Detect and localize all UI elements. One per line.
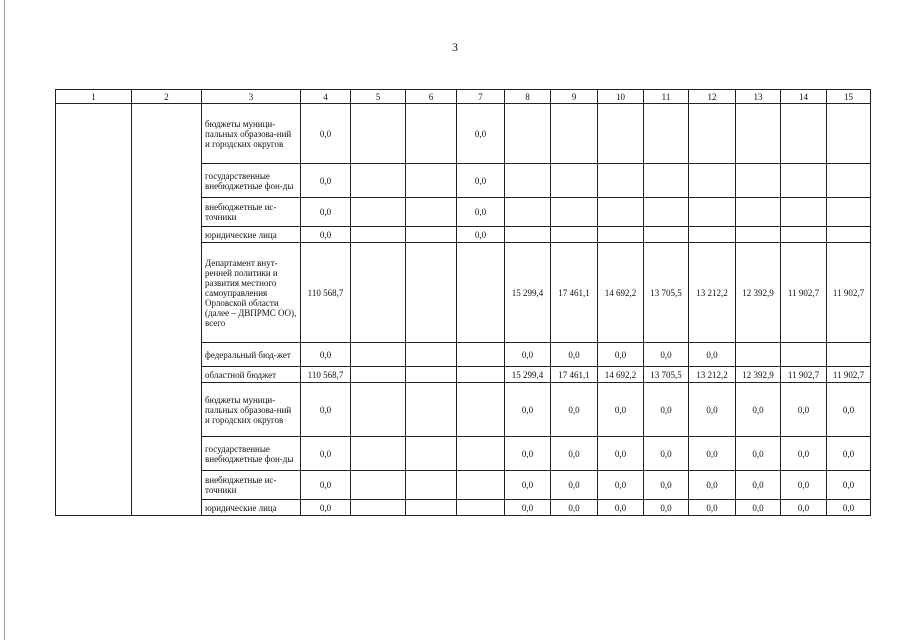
value-cell bbox=[351, 437, 406, 471]
value-cell bbox=[406, 367, 457, 383]
value-cell: 15 299,4 bbox=[505, 243, 551, 343]
column-header: 12 bbox=[689, 90, 736, 104]
column-header: 11 bbox=[644, 90, 689, 104]
value-cell: 0,0 bbox=[457, 104, 505, 164]
value-cell: 17 461,1 bbox=[551, 243, 598, 343]
column-header: 1 bbox=[56, 90, 132, 104]
page-left-edge bbox=[4, 0, 5, 640]
value-cell bbox=[406, 343, 457, 367]
value-cell bbox=[551, 164, 598, 198]
value-cell bbox=[827, 227, 871, 243]
value-cell bbox=[736, 104, 781, 164]
value-cell bbox=[406, 383, 457, 437]
value-cell: 0,0 bbox=[598, 343, 644, 367]
value-cell: 110 568,7 bbox=[301, 367, 351, 383]
funding-source-cell: Департамент внут-ренней политики и развития местного самоуправления Орловской области (далее – ДВПРМС ОО), всего bbox=[202, 243, 301, 343]
value-cell bbox=[351, 383, 406, 437]
column-header: 7 bbox=[457, 90, 505, 104]
value-cell bbox=[827, 104, 871, 164]
value-cell: 17 461,1 bbox=[551, 367, 598, 383]
value-cell: 0,0 bbox=[781, 383, 827, 437]
value-cell: 0,0 bbox=[457, 164, 505, 198]
funding-source-cell: бюджеты муници-пальных образова-ний и городских округов bbox=[202, 383, 301, 437]
value-cell: 0,0 bbox=[505, 343, 551, 367]
funding-source-cell: государственные внебюджетные фон-ды bbox=[202, 164, 301, 198]
column-header: 6 bbox=[406, 90, 457, 104]
funding-source-cell: внебюджетные ис-точники bbox=[202, 198, 301, 227]
value-cell bbox=[551, 198, 598, 227]
value-cell: 0,0 bbox=[301, 383, 351, 437]
value-cell bbox=[351, 343, 406, 367]
value-cell: 11 902,7 bbox=[781, 367, 827, 383]
value-cell bbox=[827, 164, 871, 198]
value-cell bbox=[781, 227, 827, 243]
value-cell bbox=[457, 471, 505, 500]
value-cell: 0,0 bbox=[301, 227, 351, 243]
value-cell: 0,0 bbox=[644, 343, 689, 367]
value-cell: 0,0 bbox=[551, 343, 598, 367]
budget-table bbox=[55, 89, 871, 516]
value-cell bbox=[598, 198, 644, 227]
value-cell bbox=[827, 343, 871, 367]
value-cell: 12 392,9 bbox=[736, 243, 781, 343]
funding-source-cell: областной бюджет bbox=[202, 367, 301, 383]
value-cell: 14 692,2 bbox=[598, 243, 644, 343]
value-cell: 0,0 bbox=[736, 437, 781, 471]
value-cell: 0,0 bbox=[598, 437, 644, 471]
value-cell: 0,0 bbox=[736, 471, 781, 500]
column-header: 8 bbox=[505, 90, 551, 104]
value-cell bbox=[505, 164, 551, 198]
value-cell bbox=[781, 104, 827, 164]
value-cell: 0,0 bbox=[689, 383, 736, 437]
value-cell bbox=[457, 383, 505, 437]
value-cell bbox=[351, 471, 406, 500]
value-cell bbox=[689, 198, 736, 227]
column-header: 14 bbox=[781, 90, 827, 104]
value-cell: 0,0 bbox=[827, 500, 871, 516]
value-cell bbox=[351, 500, 406, 516]
value-cell: 0,0 bbox=[736, 383, 781, 437]
funding-source-cell: федеральный бюд-жет bbox=[202, 343, 301, 367]
value-cell: 0,0 bbox=[301, 500, 351, 516]
value-cell: 12 392,9 bbox=[736, 367, 781, 383]
value-cell: 0,0 bbox=[689, 471, 736, 500]
value-cell bbox=[644, 227, 689, 243]
value-cell: 0,0 bbox=[551, 471, 598, 500]
value-cell bbox=[457, 243, 505, 343]
value-cell bbox=[781, 164, 827, 198]
value-cell bbox=[406, 471, 457, 500]
value-cell bbox=[781, 343, 827, 367]
value-cell: 0,0 bbox=[644, 383, 689, 437]
value-cell: 0,0 bbox=[827, 471, 871, 500]
value-cell bbox=[827, 198, 871, 227]
value-cell bbox=[351, 198, 406, 227]
value-cell: 0,0 bbox=[505, 383, 551, 437]
value-cell: 0,0 bbox=[301, 437, 351, 471]
value-cell: 0,0 bbox=[781, 437, 827, 471]
value-cell: 0,0 bbox=[457, 198, 505, 227]
value-cell bbox=[351, 164, 406, 198]
value-cell: 0,0 bbox=[505, 437, 551, 471]
value-cell: 0,0 bbox=[301, 104, 351, 164]
value-cell: 11 902,7 bbox=[827, 243, 871, 343]
funding-source-cell: юридические лица bbox=[202, 227, 301, 243]
value-cell bbox=[351, 104, 406, 164]
value-cell bbox=[736, 198, 781, 227]
value-cell: 0,0 bbox=[736, 500, 781, 516]
value-cell: 0,0 bbox=[301, 164, 351, 198]
value-cell: 13 705,5 bbox=[644, 243, 689, 343]
funding-source-cell: бюджеты муници-пальных образова-ний и городских округов bbox=[202, 104, 301, 164]
value-cell: 0,0 bbox=[781, 471, 827, 500]
value-cell bbox=[406, 104, 457, 164]
column-header: 13 bbox=[736, 90, 781, 104]
column-header: 3 bbox=[202, 90, 301, 104]
value-cell: 110 568,7 bbox=[301, 243, 351, 343]
value-cell: 0,0 bbox=[598, 500, 644, 516]
value-cell bbox=[457, 343, 505, 367]
page-number: 3 bbox=[452, 40, 458, 54]
column-header: 15 bbox=[827, 90, 871, 104]
value-cell: 0,0 bbox=[827, 383, 871, 437]
value-cell bbox=[644, 104, 689, 164]
value-cell: 0,0 bbox=[551, 383, 598, 437]
value-cell bbox=[505, 227, 551, 243]
value-cell: 0,0 bbox=[301, 471, 351, 500]
merged-col-1-cell bbox=[56, 104, 132, 516]
value-cell bbox=[689, 104, 736, 164]
table-body bbox=[56, 90, 871, 516]
table-row bbox=[56, 104, 871, 164]
value-cell bbox=[457, 437, 505, 471]
value-cell bbox=[736, 164, 781, 198]
value-cell bbox=[551, 227, 598, 243]
value-cell bbox=[505, 198, 551, 227]
value-cell bbox=[505, 104, 551, 164]
funding-source-cell: внебюджетные ис-точники bbox=[202, 471, 301, 500]
value-cell: 15 299,4 bbox=[505, 367, 551, 383]
value-cell bbox=[598, 227, 644, 243]
value-cell: 14 692,2 bbox=[598, 367, 644, 383]
value-cell: 0,0 bbox=[457, 227, 505, 243]
value-cell bbox=[351, 227, 406, 243]
value-cell bbox=[406, 437, 457, 471]
value-cell: 0,0 bbox=[551, 500, 598, 516]
value-cell bbox=[551, 104, 598, 164]
value-cell bbox=[406, 198, 457, 227]
funding-source-cell: юридические лица bbox=[202, 500, 301, 516]
value-cell: 11 902,7 bbox=[781, 243, 827, 343]
value-cell bbox=[689, 164, 736, 198]
column-header: 10 bbox=[598, 90, 644, 104]
value-cell: 13 212,2 bbox=[689, 367, 736, 383]
value-cell bbox=[598, 104, 644, 164]
value-cell: 0,0 bbox=[598, 383, 644, 437]
value-cell bbox=[406, 243, 457, 343]
column-header: 5 bbox=[351, 90, 406, 104]
value-cell bbox=[406, 500, 457, 516]
value-cell bbox=[736, 343, 781, 367]
value-cell: 11 902,7 bbox=[827, 367, 871, 383]
value-cell: 0,0 bbox=[689, 500, 736, 516]
value-cell: 0,0 bbox=[644, 500, 689, 516]
value-cell: 0,0 bbox=[827, 437, 871, 471]
value-cell bbox=[736, 227, 781, 243]
value-cell bbox=[781, 198, 827, 227]
value-cell: 0,0 bbox=[644, 471, 689, 500]
column-header: 9 bbox=[551, 90, 598, 104]
column-header: 4 bbox=[301, 90, 351, 104]
value-cell bbox=[351, 367, 406, 383]
value-cell: 0,0 bbox=[505, 500, 551, 516]
value-cell bbox=[644, 164, 689, 198]
value-cell bbox=[406, 164, 457, 198]
value-cell: 13 705,5 bbox=[644, 367, 689, 383]
value-cell bbox=[598, 164, 644, 198]
value-cell: 0,0 bbox=[689, 437, 736, 471]
value-cell: 0,0 bbox=[551, 437, 598, 471]
value-cell: 0,0 bbox=[598, 471, 644, 500]
value-cell: 0,0 bbox=[301, 198, 351, 227]
value-cell: 0,0 bbox=[505, 471, 551, 500]
value-cell bbox=[457, 367, 505, 383]
value-cell: 0,0 bbox=[301, 343, 351, 367]
merged-col-2-cell bbox=[132, 104, 202, 516]
funding-source-cell: государственные внебюджетные фон-ды bbox=[202, 437, 301, 471]
value-cell bbox=[406, 227, 457, 243]
value-cell bbox=[351, 243, 406, 343]
value-cell: 0,0 bbox=[781, 500, 827, 516]
value-cell: 0,0 bbox=[689, 343, 736, 367]
value-cell bbox=[457, 500, 505, 516]
value-cell bbox=[689, 227, 736, 243]
value-cell: 0,0 bbox=[644, 437, 689, 471]
value-cell: 13 212,2 bbox=[689, 243, 736, 343]
header-row bbox=[56, 90, 871, 104]
value-cell bbox=[644, 198, 689, 227]
column-header: 2 bbox=[132, 90, 202, 104]
